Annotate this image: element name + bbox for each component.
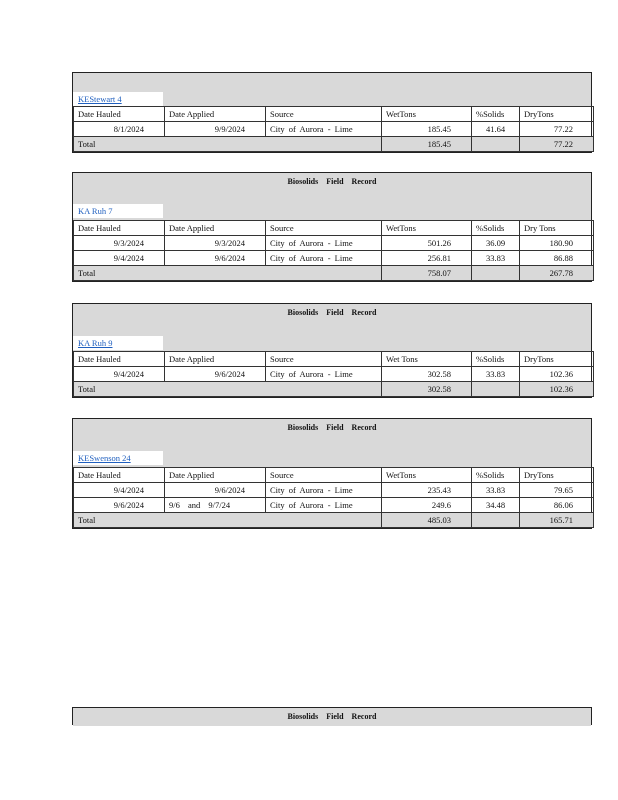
cell-date-hauled: 9/3/2024 [74,236,165,251]
field-record-kestewart-4 [72,72,592,153]
col-wet-tons: WetTons [382,468,472,483]
cell-source: City of Aurora - Lime [266,367,382,382]
field-name-link[interactable]: KESwenson 24 [78,453,131,463]
total-percent-solids [472,513,520,528]
col-source: Source [266,107,382,122]
record-header [73,419,591,467]
total-dry-tons: 77.22 [520,137,594,152]
table-row [74,367,594,382]
cell-wet-tons: 185.45 [382,122,472,137]
cell-dry-tons: 77.22 [520,122,594,137]
field-name-link[interactable]: KA Ruh 9 [78,338,113,348]
total-wet-tons: 185.45 [382,137,472,152]
cell-percent-solids: 34.48 [472,498,520,513]
total-percent-solids [472,266,520,281]
cell-date-applied: 9/6 and 9/7/24 [165,498,266,513]
field-record-ka-ruh-9 [72,303,592,398]
total-wet-tons: 302.58 [382,382,472,397]
table-header-row [74,107,594,122]
record-title: Biosolids Field Record [287,423,377,432]
col-wet-tons: WetTons [382,107,472,122]
cell-percent-solids: 33.83 [472,367,520,382]
table-header-row [74,221,594,236]
total-label: Total [74,137,382,152]
record-header [73,304,591,351]
col-dry-tons: DryTons [520,468,594,483]
cell-date-applied: 9/6/2024 [165,367,266,382]
col-percent-solids: %Solids [472,221,520,236]
cell-dry-tons: 102.36 [520,367,594,382]
cell-source: City of Aurora - Lime [266,498,382,513]
col-date-hauled: Date Hauled [74,468,165,483]
total-row [74,513,594,528]
col-date-hauled: Date Hauled [74,221,165,236]
table-header-row [74,468,594,483]
cell-date-hauled: 9/4/2024 [74,251,165,266]
record-header [73,708,591,726]
field-name-label: KA Ruh 7 [78,206,113,216]
cell-percent-solids: 36.09 [472,236,520,251]
col-date-applied: Date Applied [165,107,266,122]
table-row [74,122,594,137]
table-row [74,498,594,513]
col-source: Source [266,221,382,236]
col-date-hauled: Date Hauled [74,107,165,122]
table-row [74,236,594,251]
cell-source: City of Aurora - Lime [266,483,382,498]
cell-wet-tons: 249.6 [382,498,472,513]
cell-wet-tons: 235.43 [382,483,472,498]
col-dry-tons: DryTons [520,352,594,367]
table-row [74,251,594,266]
total-label: Total [74,513,382,528]
field-record-keswenson-24 [72,418,592,529]
col-dry-tons: DryTons [520,107,594,122]
cell-dry-tons: 79.65 [520,483,594,498]
cell-source: City of Aurora - Lime [266,236,382,251]
col-source: Source [266,352,382,367]
total-wet-tons: 485.03 [382,513,472,528]
cell-date-hauled: 9/4/2024 [74,367,165,382]
field-record-next [72,707,592,725]
table-header-row [74,352,594,367]
cell-percent-solids: 41.64 [472,122,520,137]
cell-wet-tons: 302.58 [382,367,472,382]
haul-table [73,351,594,397]
cell-source: City of Aurora - Lime [266,251,382,266]
field-name-link[interactable]: KEStewart 4 [78,94,122,104]
col-date-applied: Date Applied [165,221,266,236]
cell-date-applied: 9/9/2024 [165,122,266,137]
cell-date-applied: 9/6/2024 [165,483,266,498]
col-dry-tons: Dry Tons [520,221,594,236]
total-dry-tons: 267.78 [520,266,594,281]
field-record-ka-ruh-7 [72,172,592,282]
total-dry-tons: 165.71 [520,513,594,528]
haul-table [73,220,594,281]
col-wet-tons: Wet Tons [382,352,472,367]
total-row [74,137,594,152]
record-header [73,173,591,220]
total-label: Total [74,266,382,281]
col-wet-tons: WetTons [382,221,472,236]
cell-date-applied: 9/6/2024 [165,251,266,266]
cell-date-hauled: 8/1/2024 [74,122,165,137]
cell-date-hauled: 9/4/2024 [74,483,165,498]
col-date-applied: Date Applied [165,352,266,367]
cell-dry-tons: 86.06 [520,498,594,513]
total-dry-tons: 102.36 [520,382,594,397]
cell-dry-tons: 86.88 [520,251,594,266]
record-title: Biosolids Field Record [287,712,377,721]
record-header [73,73,591,106]
total-percent-solids [472,137,520,152]
col-percent-solids: %Solids [472,352,520,367]
col-percent-solids: %Solids [472,107,520,122]
record-title: Biosolids Field Record [287,177,377,186]
cell-percent-solids: 33.83 [472,251,520,266]
total-label: Total [74,382,382,397]
cell-wet-tons: 256.81 [382,251,472,266]
total-row [74,382,594,397]
total-wet-tons: 758.07 [382,266,472,281]
field-name-cell [73,336,163,350]
table-row [74,483,594,498]
record-title: Biosolids Field Record [287,308,377,317]
cell-source: City of Aurora - Lime [266,122,382,137]
cell-date-applied: 9/3/2024 [165,236,266,251]
col-percent-solids: %Solids [472,468,520,483]
cell-wet-tons: 501.26 [382,236,472,251]
cell-date-hauled: 9/6/2024 [74,498,165,513]
cell-dry-tons: 180.90 [520,236,594,251]
field-name-cell [73,451,163,465]
total-row [74,266,594,281]
col-date-applied: Date Applied [165,468,266,483]
field-name-cell [73,204,163,218]
cell-percent-solids: 33.83 [472,483,520,498]
field-name-cell [73,92,163,106]
col-date-hauled: Date Hauled [74,352,165,367]
haul-table [73,106,594,152]
col-source: Source [266,468,382,483]
total-percent-solids [472,382,520,397]
haul-table [73,467,594,528]
